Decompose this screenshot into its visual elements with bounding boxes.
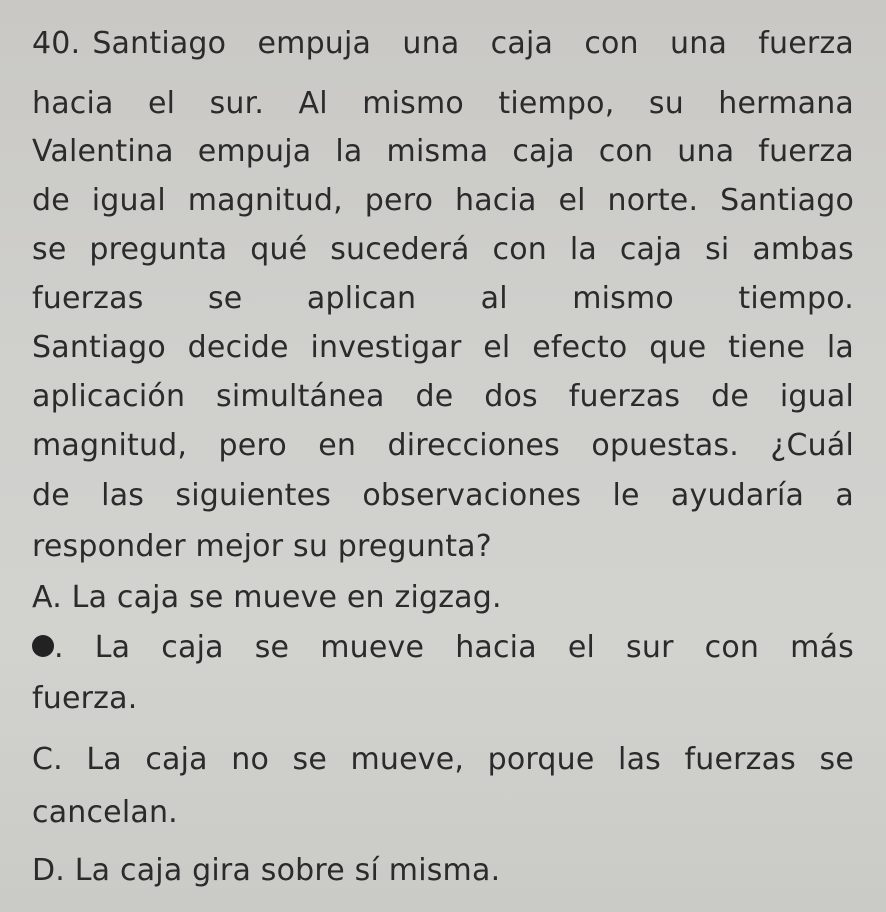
- question-line-1: [32, 26, 854, 62]
- question-line-9: [32, 428, 854, 464]
- question-text-line: de igual magnitud, pero hacia el norte. Santiago: [32, 183, 854, 218]
- option-b[interactable]: [32, 630, 854, 666]
- question-number: 40.: [32, 26, 81, 61]
- option-b-continued: [32, 681, 137, 717]
- option-c[interactable]: [32, 742, 854, 778]
- question-line-4: [32, 183, 854, 219]
- question-line-8: [32, 379, 854, 415]
- filled-answer-mark-icon: [32, 635, 54, 657]
- question-text-line: de las siguientes observaciones le ayudaría a: [32, 478, 854, 513]
- question-line-6: [32, 281, 854, 317]
- option-d-label: D. La caja gira sobre sí misma.: [32, 853, 501, 888]
- option-a-label: A. La caja se mueve en zigzag.: [32, 580, 502, 615]
- question-text-line: Santiago empuja una caja con una fuerza: [92, 26, 854, 61]
- question-text-line: magnitud, pero en direcciones opuestas. ¿Cuál: [32, 428, 854, 463]
- option-c-label: C. La caja no se mueve, porque las fuerzas se: [32, 742, 854, 777]
- question-text-line: Valentina empuja la misma caja con una fuerza: [32, 134, 854, 169]
- question-line-7: [32, 330, 854, 366]
- option-d[interactable]: [32, 853, 500, 889]
- question-line-2: [32, 86, 854, 122]
- option-b-label-continued: fuerza.: [32, 681, 138, 716]
- question-line-3: [32, 134, 854, 170]
- option-c-continued: [32, 795, 178, 831]
- question-text-line: aplicación simultánea de dos fuerzas de igual: [32, 379, 854, 414]
- question-text-line: Santiago decide investigar el efecto que tiene la: [32, 330, 854, 365]
- option-c-label-continued: cancelan.: [32, 795, 178, 830]
- question-text-line: hacia el sur. Al mismo tiempo, su hermana: [32, 86, 854, 121]
- question-line-5: [32, 232, 854, 268]
- question-text-line: se pregunta qué sucederá con la caja si ambas: [32, 232, 854, 267]
- question-line-10: [32, 478, 854, 514]
- option-a[interactable]: [32, 580, 502, 616]
- question-text-line: fuerzas se aplican al mismo tiempo.: [32, 281, 854, 316]
- question-line-11: [32, 529, 492, 565]
- question-text-line: responder mejor su pregunta?: [32, 529, 492, 564]
- option-b-label: . La caja se mueve hacia el sur con más: [54, 630, 854, 665]
